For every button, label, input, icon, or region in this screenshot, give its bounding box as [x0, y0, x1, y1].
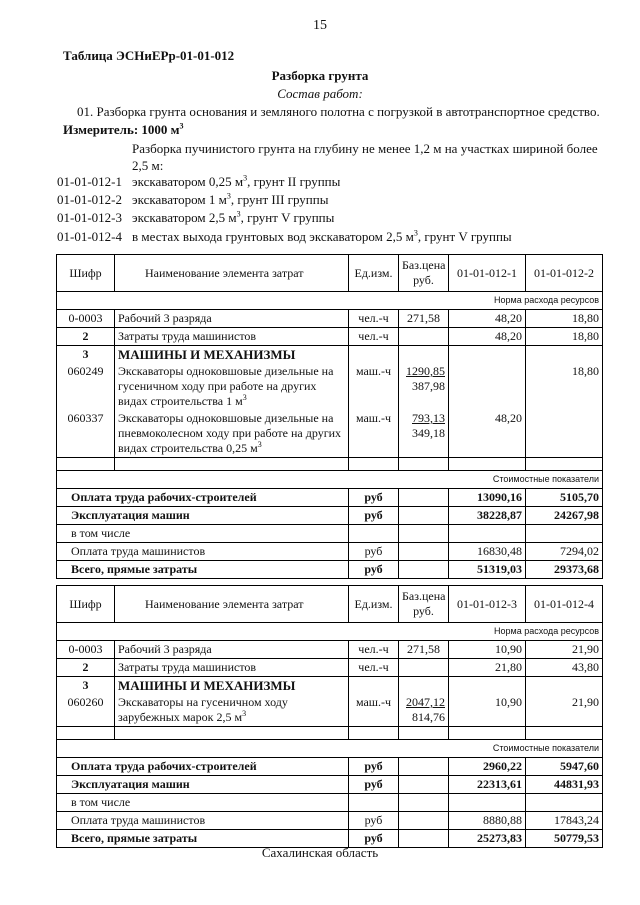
- cost-a: 51319,03: [449, 561, 526, 579]
- cost-a: 8880,88: [449, 812, 526, 830]
- header-col-a: 01-01-012-3: [449, 586, 526, 623]
- cell-price: [399, 410, 449, 458]
- code-line: [57, 210, 334, 226]
- code-id: 01-01-012-4: [57, 229, 122, 244]
- cell-price: [399, 659, 449, 677]
- cost-label: Оплата труда рабочих-строителей: [57, 758, 349, 776]
- cost-a: 2960,22: [449, 758, 526, 776]
- cost-caption: Стоимостные показатели: [57, 740, 603, 758]
- norm-caption: Норма расхода ресурсов: [57, 623, 603, 641]
- cost-caption-row: [57, 740, 603, 758]
- cost-row: [57, 812, 603, 830]
- cell-b: [526, 346, 603, 364]
- table-row: [57, 328, 603, 346]
- cell-a: [449, 363, 526, 410]
- cell-code: 3: [57, 677, 115, 695]
- cell-name: МАШИНЫ И МЕХАНИЗМЫ: [115, 677, 349, 695]
- table-row: [57, 677, 603, 695]
- cost-b: 7294,02: [526, 543, 603, 561]
- cell-b: 18,80: [526, 328, 603, 346]
- gap-row: [57, 458, 603, 471]
- cell-sup: 3: [242, 393, 247, 402]
- cost-caption-row: [57, 471, 603, 489]
- cell-name: [115, 410, 349, 458]
- cell-a: [449, 346, 526, 364]
- cost-b: 44831,93: [526, 776, 603, 794]
- cell-a: 48,20: [449, 410, 526, 458]
- code-text: в местах выхода грунтовых вод экскаватором 2,5 м: [132, 229, 414, 244]
- cell-sup: 3: [257, 440, 262, 449]
- work-item: 01. Разборка грунта основания и земляного полотна с погрузкой в автотранспортное средство.: [77, 104, 600, 119]
- cell-name-text: Экскаваторы одноковшовые дизельные на гусеничном ходу при работе на других видах строительства 1 м: [118, 364, 334, 408]
- cell-unit: маш.-ч: [349, 363, 399, 410]
- cell-code: 060249: [57, 363, 115, 410]
- price-base: 1290,85: [406, 364, 445, 378]
- norm-caption-row: [57, 292, 603, 310]
- code-tail: , грунт V группы: [240, 210, 335, 225]
- cost-a: 13090,16: [449, 489, 526, 507]
- cost-label: Оплата труда рабочих-строителей: [57, 489, 349, 507]
- meter-label: Измеритель: 1000 м: [63, 122, 180, 137]
- cost-b: 50779,53: [526, 830, 603, 848]
- price-wage: 349,18: [412, 426, 445, 440]
- meter-line: [63, 122, 184, 138]
- price-wage: 814,76: [412, 710, 445, 724]
- cost-label: Эксплуатация машин: [57, 776, 349, 794]
- table-row: [57, 694, 603, 727]
- cell-price: [399, 694, 449, 727]
- price-base: 793,13: [412, 411, 445, 425]
- code-sup: 3: [236, 209, 241, 219]
- cell-b: [526, 410, 603, 458]
- cell-name: МАШИНЫ И МЕХАНИЗМЫ: [115, 346, 349, 364]
- code-tail: , грунт II группы: [247, 174, 341, 189]
- cost-b: 5105,70: [526, 489, 603, 507]
- cell-price: 271,58: [399, 310, 449, 328]
- cell-code: 0-0003: [57, 641, 115, 659]
- cell-unit: чел.-ч: [349, 310, 399, 328]
- cell-code: 0-0003: [57, 310, 115, 328]
- table-row: [57, 310, 603, 328]
- cost-label: Эксплуатация машин: [57, 507, 349, 525]
- cost-row: [57, 543, 603, 561]
- cell-a: 10,90: [449, 641, 526, 659]
- cost-label: в том числе: [57, 525, 349, 543]
- code-line: [57, 229, 512, 245]
- header-col-b: 01-01-012-2: [526, 255, 603, 292]
- cost-a: 25273,83: [449, 830, 526, 848]
- cost-unit: руб: [349, 758, 399, 776]
- code-line: [57, 174, 340, 190]
- header-cipher: Шифр: [57, 255, 115, 292]
- cell-code: 2: [57, 659, 115, 677]
- cell-price: [399, 677, 449, 695]
- header-price: Баз.цена руб.: [399, 255, 449, 292]
- code-text: экскаватором 2,5 м: [132, 210, 237, 225]
- cell-name: Затраты труда машинистов: [115, 328, 349, 346]
- cell-name: [115, 694, 349, 727]
- section-subtitle: Состав работ:: [277, 86, 363, 101]
- cell-code: 060337: [57, 410, 115, 458]
- cost-b: 24267,98: [526, 507, 603, 525]
- cost-label: Всего, прямые затраты: [57, 561, 349, 579]
- cost-a: 22313,61: [449, 776, 526, 794]
- header-row: [57, 255, 603, 292]
- header-price: Баз.цена руб.: [399, 586, 449, 623]
- code-id: 01-01-012-3: [57, 210, 122, 225]
- cell-b: 21,90: [526, 641, 603, 659]
- table-row: [57, 346, 603, 364]
- table-row: [57, 659, 603, 677]
- cost-caption: Стоимостные показатели: [57, 471, 603, 489]
- code-tail: , грунт V группы: [417, 229, 512, 244]
- cell-unit: [349, 346, 399, 364]
- header-unit: Ед.изм.: [349, 586, 399, 623]
- code-id: 01-01-012-1: [57, 174, 122, 189]
- table-code: Таблица ЭСНиЕРр-01-01-012: [63, 48, 235, 63]
- cell-code: 060260: [57, 694, 115, 727]
- cost-row: [57, 776, 603, 794]
- cost-a: 16830,48: [449, 543, 526, 561]
- description: Разборка пучинистого грунта на глубину не менее 1,2 м на участках шириной более 2,5 м:: [132, 141, 598, 173]
- code-sup: 3: [226, 191, 231, 201]
- price-wage: 387,98: [412, 379, 445, 393]
- cell-b: 18,80: [526, 363, 603, 410]
- cell-unit: маш.-ч: [349, 410, 399, 458]
- cost-unit: руб: [349, 812, 399, 830]
- header-col-a: 01-01-012-1: [449, 255, 526, 292]
- cell-a: 48,20: [449, 328, 526, 346]
- section-title: Разборка грунта: [271, 68, 369, 83]
- cell-unit: чел.-ч: [349, 328, 399, 346]
- header-name: Наименование элемента затрат: [115, 255, 349, 292]
- header-unit: Ед.изм.: [349, 255, 399, 292]
- cell-name: [115, 363, 349, 410]
- cost-row: [57, 561, 603, 579]
- price-base: 2047,12: [406, 695, 445, 709]
- code-text: экскаватором 0,25 м: [132, 174, 244, 189]
- page-number: 15: [313, 18, 327, 33]
- cell-unit: [349, 677, 399, 695]
- cost-row: [57, 794, 603, 812]
- cell-name-text: Экскаваторы на гусеничном ходу зарубежных марок 2,5 м: [118, 695, 288, 724]
- table-row: [57, 641, 603, 659]
- code-sup: 3: [243, 173, 248, 183]
- code-id: 01-01-012-2: [57, 192, 122, 207]
- cost-unit: руб: [349, 776, 399, 794]
- estimate-table-2: [56, 585, 603, 848]
- cost-unit: руб: [349, 507, 399, 525]
- cell-price: 271,58: [399, 641, 449, 659]
- norm-caption-row: [57, 623, 603, 641]
- cell-name-text: Экскаваторы одноковшовые дизельные на пневмоколесном ходу при работе на других видах строительства 0,25 м: [118, 411, 342, 455]
- cell-name: Рабочий 3 разряда: [115, 641, 349, 659]
- cost-row: [57, 489, 603, 507]
- cost-b: 17843,24: [526, 812, 603, 830]
- cost-unit: руб: [349, 830, 399, 848]
- gap-row: [57, 727, 603, 740]
- cell-code: 2: [57, 328, 115, 346]
- cell-unit: маш.-ч: [349, 694, 399, 727]
- cell-a: 10,90: [449, 694, 526, 727]
- header-name: Наименование элемента затрат: [115, 586, 349, 623]
- cost-row: [57, 525, 603, 543]
- cost-b: 5947,60: [526, 758, 603, 776]
- code-line: [57, 192, 328, 208]
- code-sup: 3: [413, 228, 418, 238]
- meter-sup: 3: [179, 121, 184, 131]
- cell-price: [399, 328, 449, 346]
- cost-row: [57, 758, 603, 776]
- code-text: экскаватором 1 м: [132, 192, 227, 207]
- cell-sup: 3: [242, 709, 247, 718]
- cell-name: Рабочий 3 разряда: [115, 310, 349, 328]
- cost-label: Оплата труда машинистов: [57, 543, 349, 561]
- cost-row: [57, 507, 603, 525]
- cell-code: 3: [57, 346, 115, 364]
- table-row: [57, 363, 603, 410]
- estimate-table-1: [56, 254, 603, 579]
- cell-unit: чел.-ч: [349, 659, 399, 677]
- footer-region: Сахалинская область: [261, 845, 379, 860]
- header-cipher: Шифр: [57, 586, 115, 623]
- cost-label: в том числе: [57, 794, 349, 812]
- cell-b: 43,80: [526, 659, 603, 677]
- header-row: [57, 586, 603, 623]
- cost-label: Всего, прямые затраты: [57, 830, 349, 848]
- code-tail: , грунт III группы: [230, 192, 329, 207]
- cell-a: [449, 677, 526, 695]
- table-row: [57, 410, 603, 458]
- cell-price: [399, 346, 449, 364]
- cost-label: Оплата труда машинистов: [57, 812, 349, 830]
- cell-b: [526, 677, 603, 695]
- cell-price: [399, 363, 449, 410]
- cost-a: 38228,87: [449, 507, 526, 525]
- norm-caption: Норма расхода ресурсов: [57, 292, 603, 310]
- cost-unit: руб: [349, 561, 399, 579]
- cost-unit: руб: [349, 543, 399, 561]
- header-col-b: 01-01-012-4: [526, 586, 603, 623]
- cost-unit: руб: [349, 489, 399, 507]
- cell-b: 21,90: [526, 694, 603, 727]
- cell-a: 48,20: [449, 310, 526, 328]
- cell-b: 18,80: [526, 310, 603, 328]
- cell-name: Затраты труда машинистов: [115, 659, 349, 677]
- cost-b: 29373,68: [526, 561, 603, 579]
- cell-a: 21,80: [449, 659, 526, 677]
- cell-unit: чел.-ч: [349, 641, 399, 659]
